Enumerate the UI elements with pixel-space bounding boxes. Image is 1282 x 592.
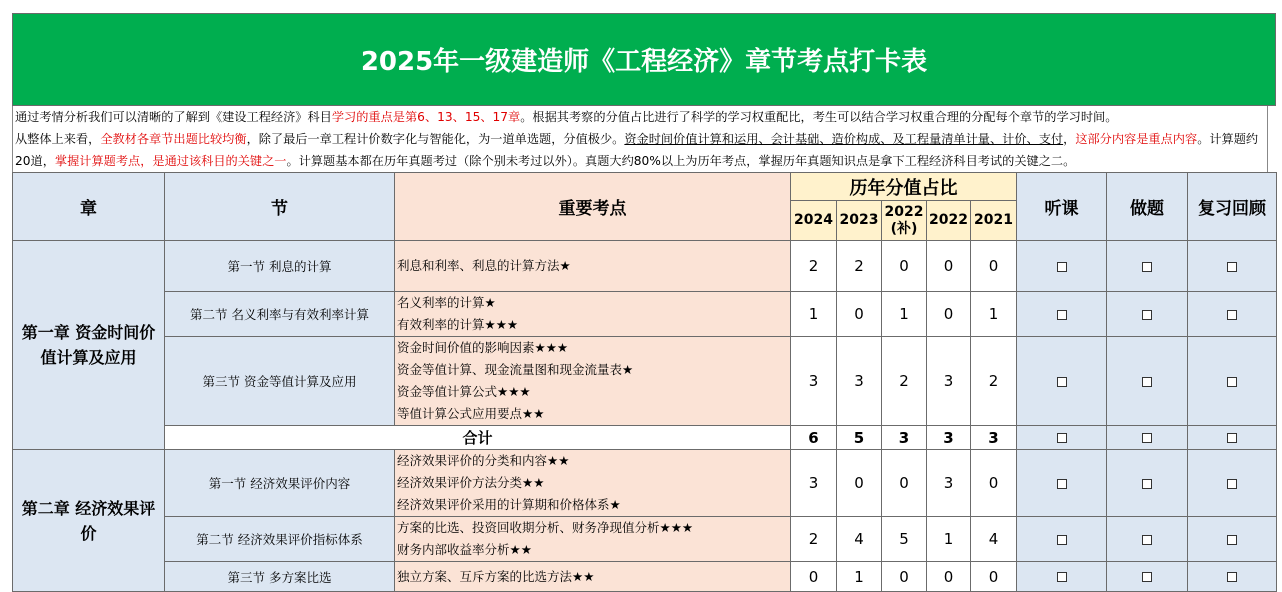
total-score-cell: 3 — [927, 426, 971, 450]
checkbox-cell-listen[interactable] — [1017, 426, 1107, 450]
score-cell: 3 — [837, 337, 882, 426]
key-point: 利息和利率、利息的计算方法★ — [397, 258, 571, 273]
checkbox-review[interactable] — [1227, 479, 1237, 489]
key-point: 资金等值计算、现金流量图和现金流量表★ — [397, 362, 634, 377]
checkbox-cell-review[interactable] — [1188, 450, 1277, 517]
key-point: 财务内部收益率分析★★ — [397, 542, 532, 557]
checkbox-listen[interactable] — [1057, 572, 1067, 582]
checkbox-practice[interactable] — [1142, 535, 1152, 545]
checkbox-practice[interactable] — [1142, 572, 1152, 582]
checkbox-cell-listen[interactable] — [1017, 241, 1107, 292]
key-point: 经济效果评价方法分类★★ — [397, 475, 545, 490]
section-name: 第三节 资金等值计算及应用 — [165, 337, 395, 426]
score-cell: 0 — [927, 241, 971, 292]
checkbox-listen[interactable] — [1057, 535, 1067, 545]
section-name: 第三节 多方案比选 — [165, 562, 395, 592]
header-year: 2021 — [971, 201, 1017, 241]
checkbox-cell-practice[interactable] — [1107, 562, 1188, 592]
key-points-cell — [395, 517, 791, 562]
score-cell: 3 — [791, 337, 837, 426]
score-cell: 3 — [927, 450, 971, 517]
chapter-cell — [13, 450, 165, 592]
score-cell: 0 — [927, 292, 971, 337]
total-score-cell: 5 — [837, 426, 882, 450]
checkbox-listen[interactable] — [1057, 433, 1067, 443]
checkbox-practice[interactable] — [1142, 479, 1152, 489]
score-cell: 2 — [791, 517, 837, 562]
intro-line-1 — [15, 106, 1265, 128]
key-point: 经济效果评价的分类和内容★★ — [397, 453, 570, 468]
score-cell: 1 — [927, 517, 971, 562]
table-row — [13, 337, 1277, 426]
checkbox-listen[interactable] — [1057, 262, 1067, 272]
header-key-points: 重要考点 — [395, 173, 791, 241]
key-points-cell — [395, 562, 791, 592]
table-row — [13, 292, 1277, 337]
score-cell: 2 — [791, 241, 837, 292]
checkbox-cell-practice[interactable] — [1107, 426, 1188, 450]
score-cell: 0 — [791, 562, 837, 592]
checkbox-cell-practice[interactable] — [1107, 241, 1188, 292]
checkbox-cell-review[interactable] — [1188, 517, 1277, 562]
chapter-name: 第一章 资金时间价值计算及应用 — [21, 323, 156, 367]
section-name: 第一节 经济效果评价内容 — [165, 450, 395, 517]
score-cell: 3 — [791, 450, 837, 517]
checkbox-review[interactable] — [1227, 262, 1237, 272]
score-cell: 3 — [927, 337, 971, 426]
section-name: 第一节 利息的计算 — [165, 241, 395, 292]
checkbox-practice[interactable] — [1142, 262, 1152, 272]
key-point: 名义利率的计算★ — [397, 295, 496, 310]
checkbox-cell-listen[interactable] — [1017, 292, 1107, 337]
score-cell: 4 — [837, 517, 882, 562]
table-row — [13, 450, 1277, 517]
key-points-cell — [395, 450, 791, 517]
checkbox-cell-practice[interactable] — [1107, 450, 1188, 517]
key-points-cell — [395, 241, 791, 292]
header-listen: 听课 — [1017, 173, 1107, 241]
header-practice: 做题 — [1107, 173, 1188, 241]
intro-segment: 这部分内容是重点内容 — [1075, 132, 1198, 146]
key-point: 经济效果评价采用的计算期和价格体系★ — [397, 497, 621, 512]
checkbox-practice[interactable] — [1142, 310, 1152, 320]
key-point: 独立方案、互斥方案的比选方法★★ — [397, 568, 595, 584]
score-cell: 1 — [971, 292, 1017, 337]
checkbox-listen[interactable] — [1057, 479, 1067, 489]
checkbox-cell-listen[interactable] — [1017, 337, 1107, 426]
intro-text — [12, 106, 1268, 172]
header-year: 2024 — [791, 201, 837, 241]
checkbox-cell-review[interactable] — [1188, 426, 1277, 450]
score-cell: 0 — [971, 241, 1017, 292]
checkbox-review[interactable] — [1227, 535, 1237, 545]
checkbox-cell-listen[interactable] — [1017, 517, 1107, 562]
score-cell: 0 — [971, 562, 1017, 592]
checkbox-review[interactable] — [1227, 377, 1237, 387]
chapter-name: 第二章 经济效果评价 — [21, 498, 156, 543]
checkbox-cell-review[interactable] — [1188, 337, 1277, 426]
section-name: 第二节 经济效果评价指标体系 — [165, 517, 395, 562]
header-review: 复习回顾 — [1188, 173, 1277, 241]
key-point: 有效利率的计算★★★ — [397, 317, 519, 332]
header-chapter: 章 — [13, 173, 165, 241]
checkbox-practice[interactable] — [1142, 433, 1152, 443]
checkbox-listen[interactable] — [1057, 310, 1067, 320]
key-points-cell — [395, 337, 791, 426]
checkbox-listen[interactable] — [1057, 377, 1067, 387]
total-score-cell: 3 — [882, 426, 927, 450]
checkbox-practice[interactable] — [1142, 377, 1152, 387]
header-section: 节 — [165, 173, 395, 241]
score-cell: 0 — [882, 450, 927, 517]
score-cell: 0 — [882, 241, 927, 292]
header-history-scores: 历年分值占比 — [791, 173, 1017, 201]
score-cell: 0 — [927, 562, 971, 592]
intro-segment: 掌握计算题考点，是通过该科目的关键之一 — [54, 154, 287, 168]
score-cell: 0 — [837, 292, 882, 337]
checkbox-cell-listen[interactable] — [1017, 450, 1107, 517]
total-label: 合计 — [165, 426, 791, 450]
intro-segment: 从整体上来看， — [15, 132, 101, 146]
intro-segment: 资金时间价值计算和运用、会计基础、造价构成、及工程量清单计量、计价、支付 — [624, 132, 1064, 146]
checkbox-cell-practice[interactable] — [1107, 517, 1188, 562]
intro-line-2 — [15, 128, 1265, 172]
intro-segment: 。计算题基本都在历年真题考过（除个别未考过以外）。真题大约80%以上为历年考点，掌握历年真题知识点是拿下工程经济科目考试的关键之二。 — [286, 154, 1076, 168]
intro-segment: 。根据其考察的分值占比进行了科学的学习权重配比，考生可以结合学习权重合理的分配每个章节的学习时间。 — [520, 110, 1118, 124]
score-cell: 0 — [971, 450, 1017, 517]
score-cell: 5 — [882, 517, 927, 562]
page-title: 2025年一级建造师《工程经济》章节考点打卡表 — [12, 13, 1276, 106]
checkin-table — [12, 172, 1277, 592]
key-point: 资金等值计算公式★★★ — [397, 384, 531, 399]
section-name: 第二节 名义利率与有效利率计算 — [165, 292, 395, 337]
score-cell: 1 — [882, 292, 927, 337]
intro-segment: ， — [1063, 132, 1076, 146]
checkbox-review[interactable] — [1227, 433, 1237, 443]
score-cell: 1 — [791, 292, 837, 337]
total-row — [13, 426, 1277, 450]
key-points-cell — [395, 292, 791, 337]
score-cell: 2 — [837, 241, 882, 292]
score-cell: 0 — [882, 562, 927, 592]
total-score-cell: 3 — [971, 426, 1017, 450]
score-cell: 1 — [837, 562, 882, 592]
checkbox-review[interactable] — [1227, 310, 1237, 320]
checkbox-cell-listen[interactable] — [1017, 562, 1107, 592]
checkbox-review[interactable] — [1227, 572, 1237, 582]
checkbox-cell-practice[interactable] — [1107, 292, 1188, 337]
chapter-cell — [13, 241, 165, 450]
table-row — [13, 562, 1277, 592]
sheet — [12, 13, 1276, 586]
header-year: 2023 — [837, 201, 882, 241]
intro-segment: 。计算题约20道， — [15, 132, 1259, 168]
checkbox-cell-practice[interactable] — [1107, 337, 1188, 426]
score-cell: 4 — [971, 517, 1017, 562]
intro-segment: 全教材各章节出题比较均衡 — [100, 132, 247, 146]
intro-segment: 学习的重点是第6、13、15、17章 — [331, 110, 521, 124]
table-row — [13, 517, 1277, 562]
score-cell: 2 — [971, 337, 1017, 426]
key-point: 方案的比选、投资回收期分析、财务净现值分析★★★ — [397, 520, 694, 535]
checkbox-cell-review[interactable] — [1188, 562, 1277, 592]
table-row — [13, 241, 1277, 292]
key-point: 等值计算公式应用要点★★ — [397, 406, 545, 421]
header-year: 2022 (补) — [882, 201, 927, 241]
checkbox-cell-review[interactable] — [1188, 241, 1277, 292]
key-point: 资金时间价值的影响因素★★★ — [397, 340, 569, 355]
checkbox-cell-review[interactable] — [1188, 292, 1277, 337]
intro-segment: 通过考情分析我们可以清晰的了解到《建设工程经济》科目 — [15, 110, 332, 124]
intro-segment: ，除了最后一章工程计价数字化与智能化，为一道单选题，分值极少。 — [246, 132, 625, 146]
header-year: 2022 — [927, 201, 971, 241]
total-score-cell: 6 — [791, 426, 837, 450]
score-cell: 0 — [837, 450, 882, 517]
score-cell: 2 — [882, 337, 927, 426]
